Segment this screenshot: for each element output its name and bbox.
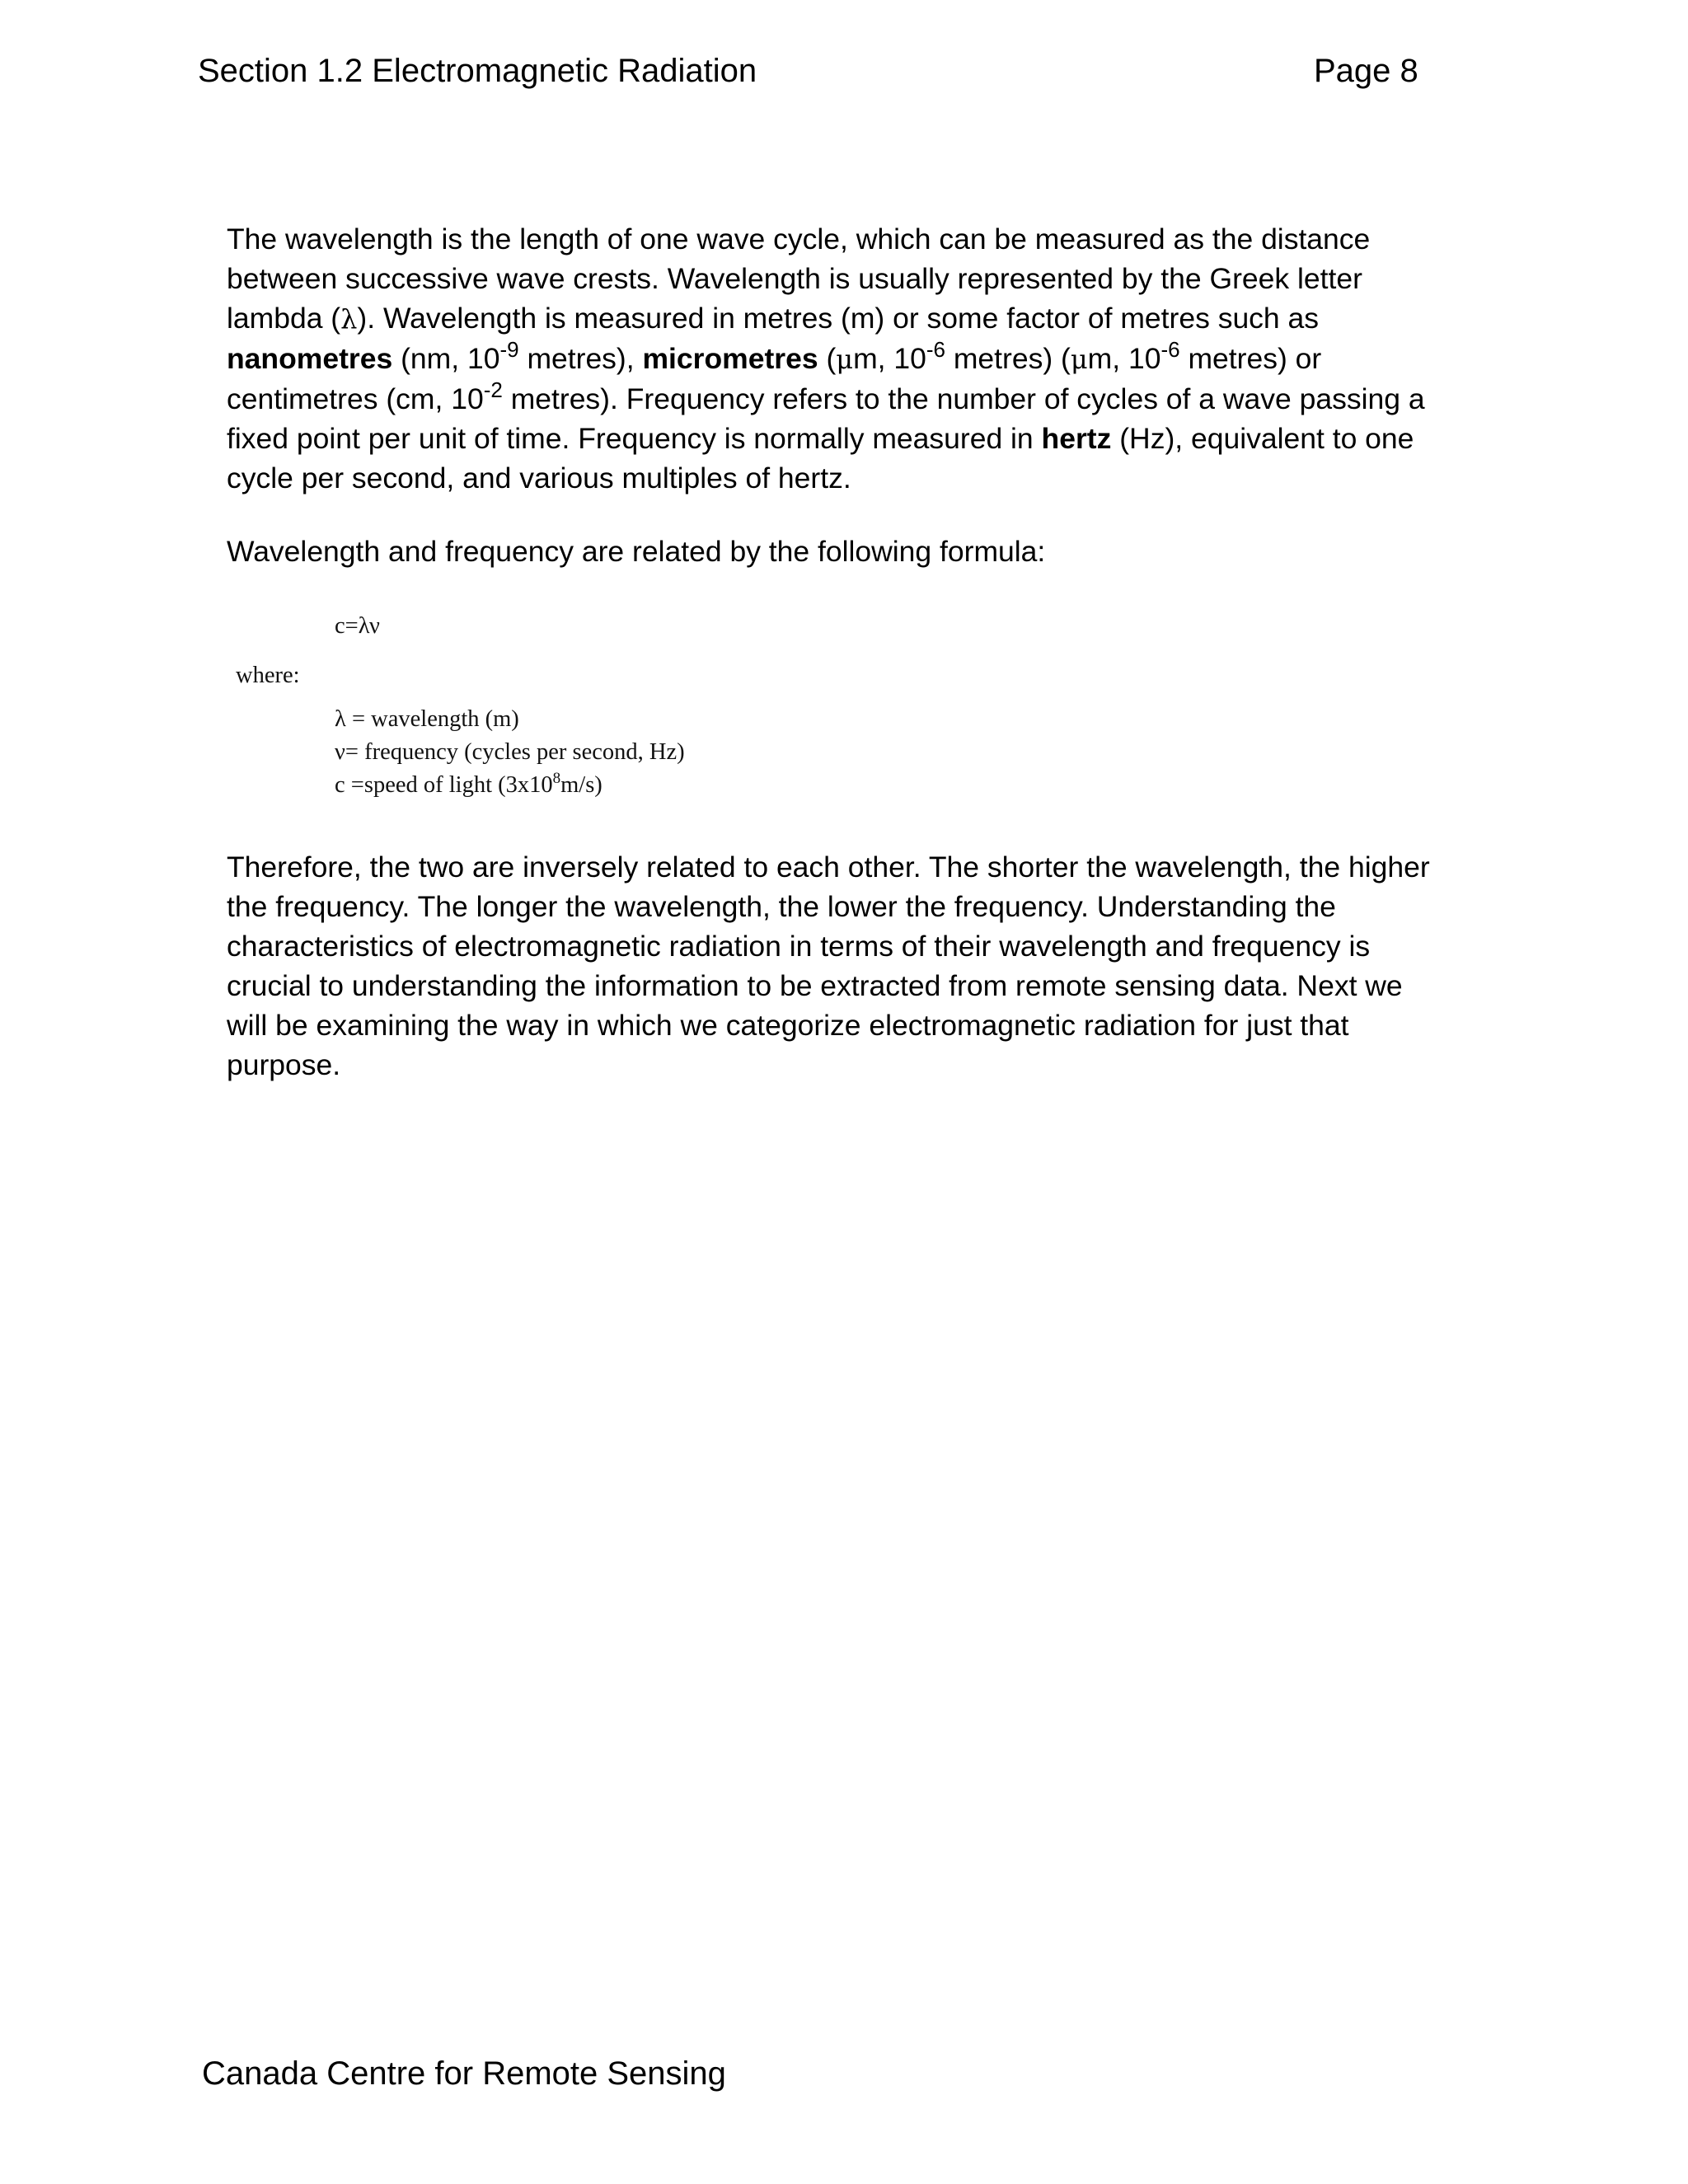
paragraph-formula-intro xyxy=(227,532,1479,571)
exponent: -9 xyxy=(499,337,519,362)
formula-def-wavelength: λ = wavelength (m) xyxy=(335,706,519,732)
exponent: -2 xyxy=(483,377,503,402)
exponent: -6 xyxy=(926,337,945,362)
text-run: m/s) xyxy=(560,772,603,798)
paragraph-line xyxy=(227,339,1479,379)
text-run: lambda ( xyxy=(227,302,341,335)
paragraph-line xyxy=(227,298,1479,339)
page-number: Page 8 xyxy=(1314,53,1418,89)
text-run: ). Wavelength is measured in metres (m) or some factor of metres such as xyxy=(357,302,1320,335)
paragraph-line: the frequency. The longer the wavelength, the lower the frequency. Understanding the xyxy=(227,890,1336,923)
paragraph-line: characteristics of electromagnetic radiation in terms of their wavelength and frequency is xyxy=(227,930,1371,963)
term-micrometres: micrometres xyxy=(642,342,818,375)
section-title: Section 1.2 Electromagnetic Radiation xyxy=(198,53,757,89)
paragraph-line: purpose. xyxy=(227,1048,341,1081)
text-run: m, 10 xyxy=(1087,342,1161,375)
paragraph-line: The wavelength is the length of one wave cycle, which can be measured as the distance xyxy=(227,223,1371,255)
mu-symbol: μ xyxy=(836,344,854,375)
paragraph-line: will be examining the way in which we categorize electromagnetic radiation for just that xyxy=(227,1009,1349,1042)
paragraph-inverse-relation xyxy=(227,847,1479,1085)
formula-equation: c=λν xyxy=(335,613,380,639)
text-run: metres) or xyxy=(1179,342,1322,375)
paragraph-line: cycle per second, and various multiples of hertz. xyxy=(227,462,851,494)
text-run: centimetres (cm, 10 xyxy=(227,382,484,415)
text-run: metres) ( xyxy=(945,342,1071,375)
term-nanometres: nanometres xyxy=(227,342,393,375)
text-run: (nm, 10 xyxy=(392,342,500,375)
text-run: ( xyxy=(818,342,837,375)
formula-where-label: where: xyxy=(236,663,300,688)
footer-organization: Canada Centre for Remote Sensing xyxy=(202,2055,726,2092)
text-run: metres), xyxy=(518,342,643,375)
exponent: 8 xyxy=(552,770,561,787)
text-run: (Hz), equivalent to one xyxy=(1111,422,1414,455)
paragraph-line xyxy=(227,419,1479,458)
term-hertz: hertz xyxy=(1041,422,1112,455)
text-run: c =speed of light (3x10 xyxy=(335,772,553,798)
paragraph-line: crucial to understanding the information to be extracted from remote sensing data. Next we xyxy=(227,969,1403,1002)
text-run: fixed point per unit of time. Frequency is normally measured in xyxy=(227,422,1042,455)
paragraph-line: Therefore, the two are inversely related to each other. The shorter the wavelength, the higher xyxy=(227,851,1430,883)
exponent: -6 xyxy=(1160,337,1180,362)
text-run: metres). Frequency refers to the number of cycles of a wave passing a xyxy=(502,382,1425,415)
formula-def-speed-of-light xyxy=(335,769,603,802)
formula-def-frequency: ν= frequency (cycles per second, Hz) xyxy=(335,739,685,765)
paragraph-line xyxy=(227,379,1479,419)
mu-symbol: μ xyxy=(1070,344,1088,375)
paragraph-line: Wavelength and frequency are related by the following formula: xyxy=(227,535,1046,568)
lambda-symbol: λ xyxy=(340,303,358,335)
paragraph-wavelength-definition xyxy=(227,219,1479,498)
text-run: m, 10 xyxy=(853,342,926,375)
paragraph-line: between successive wave crests. Wavelength is usually represented by the Greek letter xyxy=(227,262,1362,295)
